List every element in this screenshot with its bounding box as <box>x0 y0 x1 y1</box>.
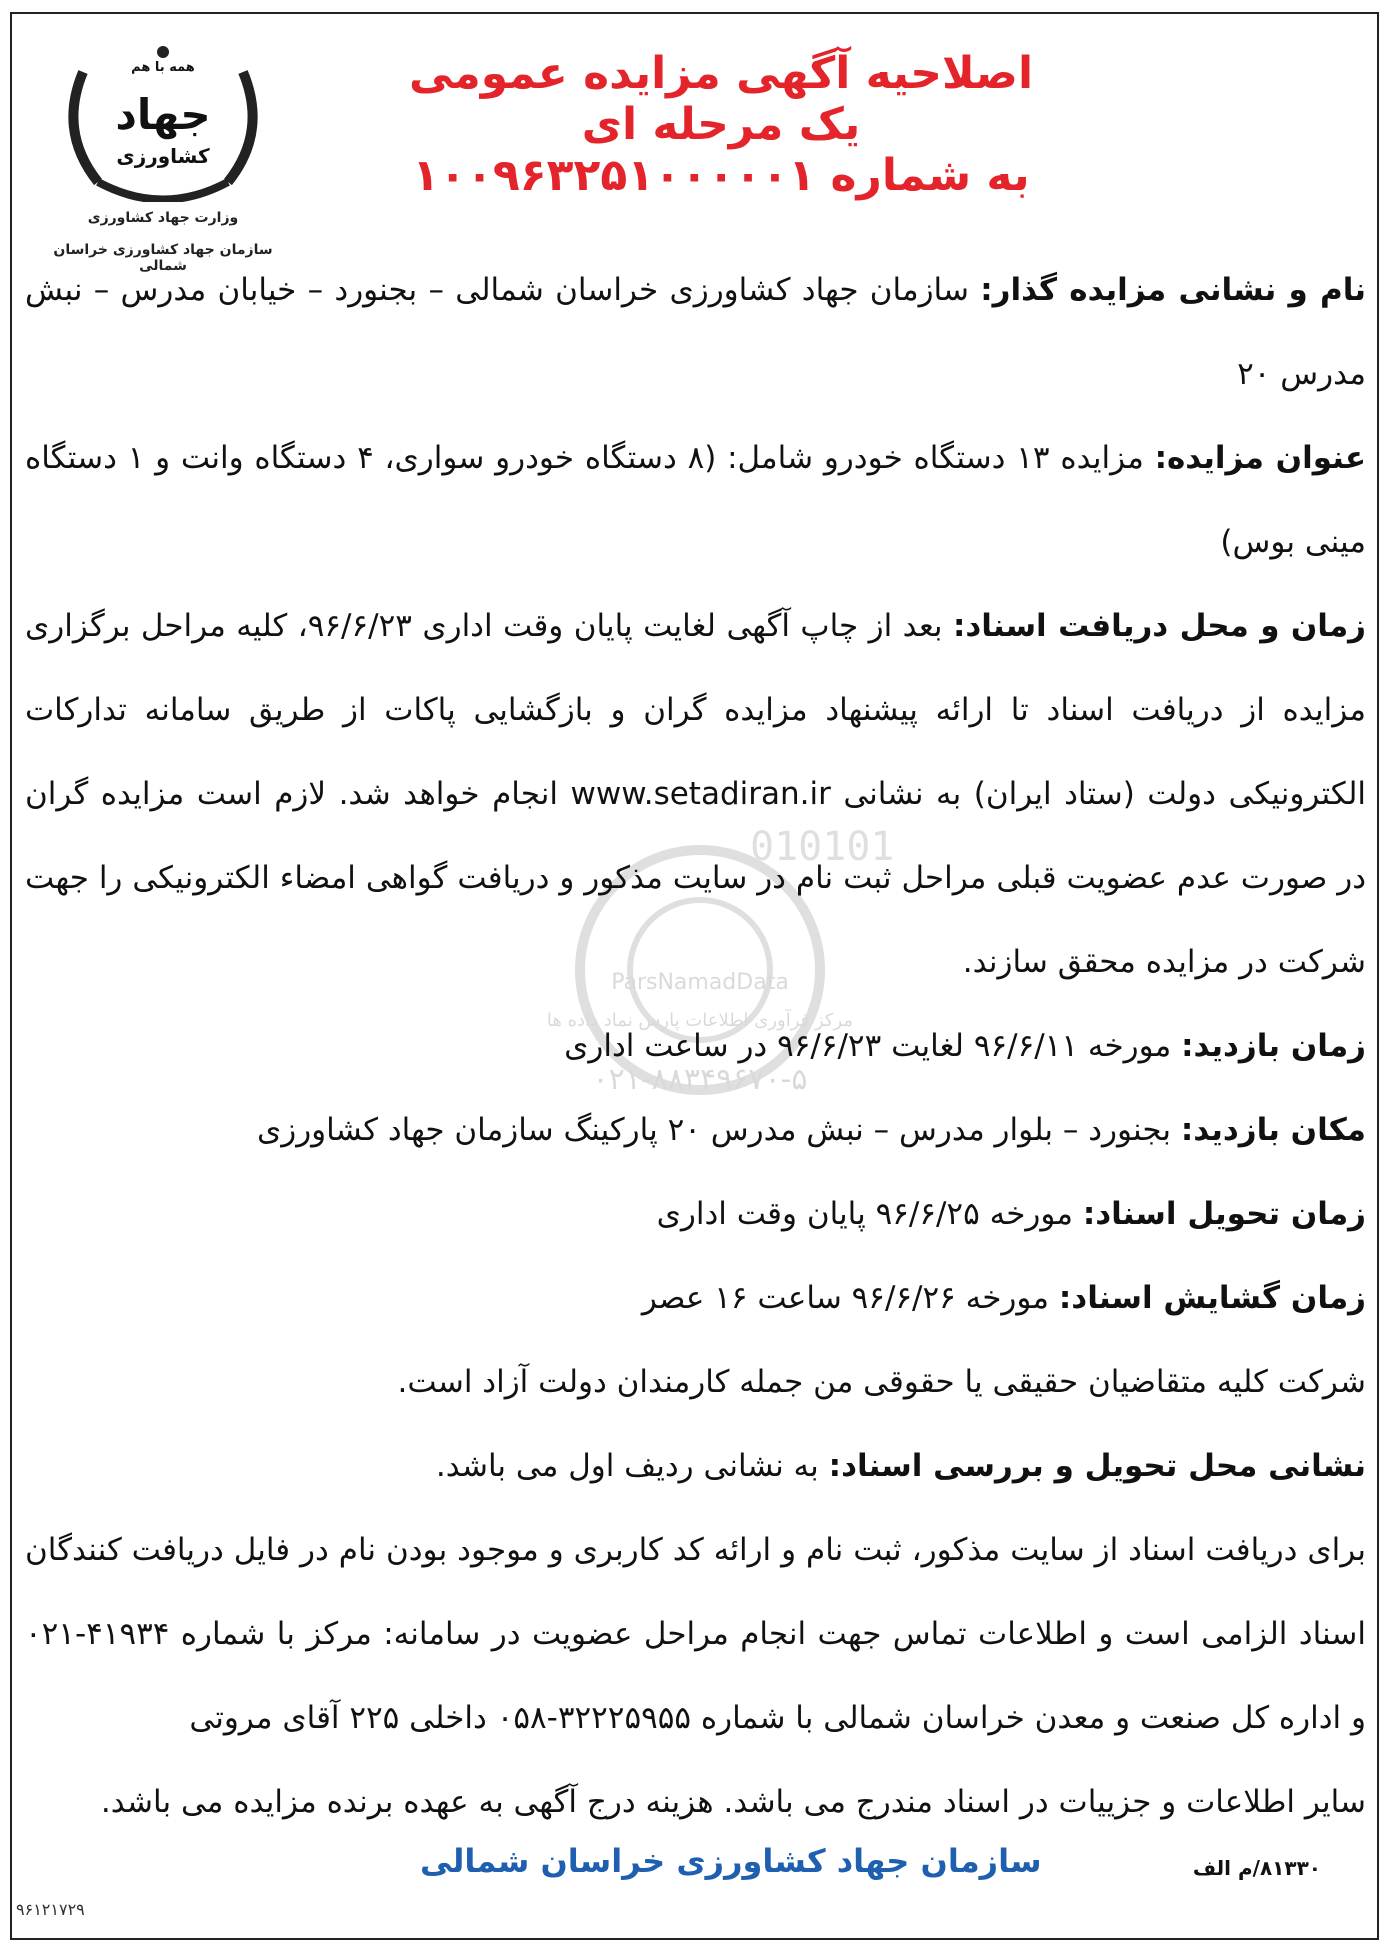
ministry-logo <box>28 32 298 272</box>
watermark-line: مرکز فرآوری اطلاعات پارس نماد داده ها <box>546 1010 854 1031</box>
footer-code: ۸۱۳۳۰/م الف <box>1192 1856 1321 1880</box>
watermark-name: ParsNamadData <box>611 970 789 995</box>
section-other-info <box>25 1760 1366 1844</box>
section-text: مورخه ۹۶/۶/۲۵ پایان وقت اداری <box>656 1196 1083 1232</box>
section-opening-time <box>25 1256 1366 1340</box>
section-registration <box>25 1508 1366 1760</box>
section-text: سایر اطلاعات و جزییات در اسناد مندرج می باشد. هزینه درج آگهی به عهده برنده مزایده می باشد. <box>100 1784 1366 1820</box>
logo-organization: سازمان جهاد کشاورزی خراسان شمالی <box>53 242 273 274</box>
section-text: بعد از چاپ آگهی لغایت پایان وقت اداری ۹۶/۶/۲۳، کلیه مراحل برگزاری مزایده از دریافت اسناد تا ارائه پیشنهاد مزایده گران و بازگشایی پاکات از طریق سامانه تدارکات الکترونیکی دولت (ستاد ایران) به نشانی www.setadiran.ir انجام خواهد شد. لازم است مزایده گران در صورت عدم عضویت قبلی مراحل ثبت نام در سایت مذکور و دریافت گواهی امضاء الکترونیکی را جهت شرکت در مزایده محقق سازند. <box>25 608 1366 980</box>
section-organizer <box>25 248 1366 416</box>
section-delivery-address <box>25 1424 1366 1508</box>
section-label: زمان بازدید: <box>1181 1028 1366 1064</box>
section-label: نام و نشانی مزایده گذار: <box>980 272 1366 308</box>
section-text: مورخه ۹۶/۶/۲۶ ساعت ۱۶ عصر <box>641 1280 1059 1316</box>
notice-body <box>25 248 1366 1844</box>
section-visit-time <box>25 1004 1366 1088</box>
notice-number: به شماره ۱۰۰۹۶۳۲۵۱۰۰۰۰۰۱ <box>412 150 1030 201</box>
section-text: بجنورد – بلوار مدرس – نبش مدرس ۲۰ پارکینگ سازمان جهاد کشاورزی <box>256 1112 1181 1148</box>
section-text: مورخه ۹۶/۶/۱۱ لغایت ۹۶/۶/۲۳ در ساعت اداری <box>564 1028 1182 1064</box>
section-visit-place <box>25 1088 1366 1172</box>
section-label: عنوان مزایده: <box>1154 440 1367 476</box>
footer-organization: سازمان جهاد کشاورزی خراسان شمالی <box>420 1842 1042 1880</box>
section-text: سازمان جهاد کشاورزی خراسان شمالی – بجنورد – خیابان مدرس – نبش مدرس ۲۰ <box>25 272 1366 392</box>
notice-title: اصلاحیه آگهی مزایده عمومی یک مرحله ای <box>408 48 1034 150</box>
side-code: ۹۶۱۲۱۷۲۹ <box>16 1900 85 1919</box>
section-label: زمان گشایش اسناد: <box>1058 1280 1366 1316</box>
section-subject <box>25 416 1366 584</box>
section-label: زمان تحویل اسناد: <box>1082 1196 1366 1232</box>
logo-motto: همه با هم <box>131 60 195 75</box>
section-documents <box>25 584 1366 1004</box>
section-text: به نشانی ردیف اول می باشد. <box>435 1448 829 1484</box>
section-participation <box>25 1340 1366 1424</box>
section-text: برای دریافت اسناد از سایت مذکور، ثبت نام و ارائه کد کاربری و موجود بودن نام در فایل دریافت کنندگان اسناد الزامی است و اطلاعات تماس جهت انجام مراحل عضویت در سامانه: مرکز با شماره ۴۱۹۳۴-۰۲۱ و اداره کل صنعت و معدن خراسان شمالی با شماره ۳۲۲۲۵۹۵۵-۰۵۸ داخلی ۲۲۵ آقای مروتی <box>25 1532 1366 1736</box>
section-text: مزایده ۱۳ دستگاه خودرو شامل: (۸ دستگاه خودرو سواری، ۴ دستگاه وانت و ۱ دستگاه مینی بوس) <box>25 440 1366 560</box>
svg-text:010101: 010101 <box>750 824 895 870</box>
section-delivery-time <box>25 1172 1366 1256</box>
section-label: نشانی محل تحویل و بررسی اسناد: <box>828 1448 1366 1484</box>
logo-ministry: وزارت جهاد کشاورزی <box>87 210 239 226</box>
logo-brand: جهاد <box>115 90 211 139</box>
section-label: زمان و محل دریافت اسناد: <box>952 608 1366 644</box>
section-text: شرکت کلیه متقاضیان حقیقی یا حقوقی من جمله کارمندان دولت آزاد است. <box>397 1364 1366 1400</box>
watermark-phone: ۰۲۱-۸۸۳۴۹۶۷۰-۵ <box>592 1062 808 1097</box>
logo-brand-sub: کشاورزی <box>116 144 210 168</box>
section-label: مکان بازدید: <box>1180 1112 1366 1148</box>
